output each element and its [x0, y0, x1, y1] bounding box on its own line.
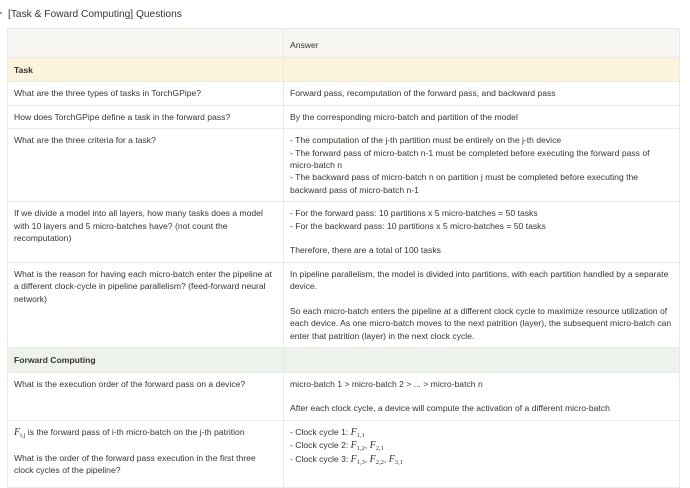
question-cell[interactable]	[8, 129, 284, 202]
section-answer-cell[interactable]	[284, 348, 680, 372]
blank-line	[290, 390, 673, 402]
answer-text: Forward pass, recomputation of the forward pass, and backward pass	[290, 88, 556, 99]
question-math-line: $F_{i,j}$ is the forward pass of i-th micro-batch on the j-th patrition	[14, 426, 245, 439]
question-cell[interactable]	[8, 262, 284, 347]
answer-line: - The forward pass of micro-batch n-1 must be completed before executing the forward pass of micro-batch n	[290, 147, 652, 171]
section-row-forward-computing	[8, 348, 680, 372]
questions-table	[7, 28, 680, 488]
question-text: How does TorchGPipe define a task in the forward pass?	[14, 111, 231, 122]
section-label[interactable]: Forward Computing	[8, 348, 284, 372]
answer-cell[interactable]	[284, 372, 680, 420]
section-answer-cell[interactable]	[284, 58, 680, 82]
answer-line: - The computation of the j-th partition must be entirely on the j-th device	[290, 135, 562, 146]
clock-cycle-line: - Clock cycle 2: $F_{1,2}$, $F_{2,1}$	[290, 440, 384, 453]
answer-cell[interactable]	[284, 105, 680, 128]
answer-cell[interactable]	[284, 262, 680, 347]
answer-cell[interactable]	[284, 129, 680, 202]
question-cell[interactable]	[8, 372, 284, 420]
blank-line	[290, 232, 673, 244]
answer-cell[interactable]	[284, 420, 680, 487]
table-header-row	[8, 29, 680, 58]
question-text: What is the order of the forward pass execution in the first three clock cycles of the pipeline?	[14, 452, 259, 476]
question-text: What are the three types of tasks in TorchGPipe?	[14, 88, 202, 99]
question-text: What is the reason for having each micro-batch enter the pipeline at a different clock-cycle in pipeline parallelism? (feed-forward neural network)	[14, 268, 275, 304]
question-text: If we divide a model into all layers, how many tasks does a model with 10 layers and 5 micro-batches have? (not count the recomputation)	[14, 208, 266, 244]
column-header-question[interactable]	[8, 29, 284, 58]
answer-line: So each micro-batch enters the pipeline at a different clock cycle to maximize resource utilization of each device. As one micro-batch moves to the next patrition (layer), the subsequent micro-batch can enter that patrition (layer) in the next clock cycle.	[290, 306, 674, 341]
table-row	[8, 105, 680, 128]
table-row	[8, 420, 680, 487]
answer-line: - The backward pass of micro-batch n on partition j must be completed before executing the backward pass of micro-batch n-1	[290, 172, 641, 195]
table-row	[8, 202, 680, 263]
table-row	[8, 129, 680, 202]
question-cell[interactable]	[8, 202, 284, 263]
answer-cell[interactable]	[284, 202, 680, 263]
table-row	[8, 262, 680, 347]
question-text: What is the execution order of the forward pass on a device?	[14, 378, 246, 389]
question-cell[interactable]	[8, 105, 284, 128]
question-text: What are the three criteria for a task?	[14, 135, 156, 146]
table-row	[8, 82, 680, 105]
clock-cycle-line: - Clock cycle 3: $F_{1,3}$, $F_{2,2}$, $F_{3,1}$	[290, 453, 403, 466]
answer-line: - For the forward pass: 10 partitions x 5 micro-batches = 50 tasks	[290, 208, 538, 219]
answer-line: In pipeline parallelism, the model is divided into partitions, with each partition handled by a separate device.	[290, 268, 671, 292]
column-header-answer[interactable]: Answer	[284, 29, 680, 58]
table-row	[8, 372, 680, 420]
answer-cell[interactable]	[284, 82, 680, 105]
blank-line	[14, 439, 277, 451]
section-label[interactable]: Task	[8, 58, 284, 82]
answer-line: Therefore, there are a total of 100 tasks	[290, 245, 441, 256]
answer-text: By the corresponding micro-batch and partition of the model	[290, 111, 518, 122]
section-row-task	[8, 58, 680, 82]
answer-line: - For the backward pass: 10 partitions x 5 micro-batches = 50 tasks	[290, 220, 546, 231]
answer-line: micro-batch 1 > micro-batch 2 > ... > micro-batch n	[290, 378, 483, 389]
clock-cycle-line: - Clock cycle 1: $F_{1,1}$	[290, 426, 365, 439]
math-symbol: $F_{i,j}$	[14, 426, 26, 439]
question-cell[interactable]	[8, 82, 284, 105]
question-cell[interactable]	[8, 420, 284, 487]
toggle-caret-icon[interactable]	[0, 12, 2, 14]
answer-line: After each clock cycle, a device will compute the activation of a different micro-batch	[290, 403, 610, 414]
page-title: [Task & Foward Computing] Questions	[8, 9, 182, 20]
blank-line	[290, 293, 673, 305]
